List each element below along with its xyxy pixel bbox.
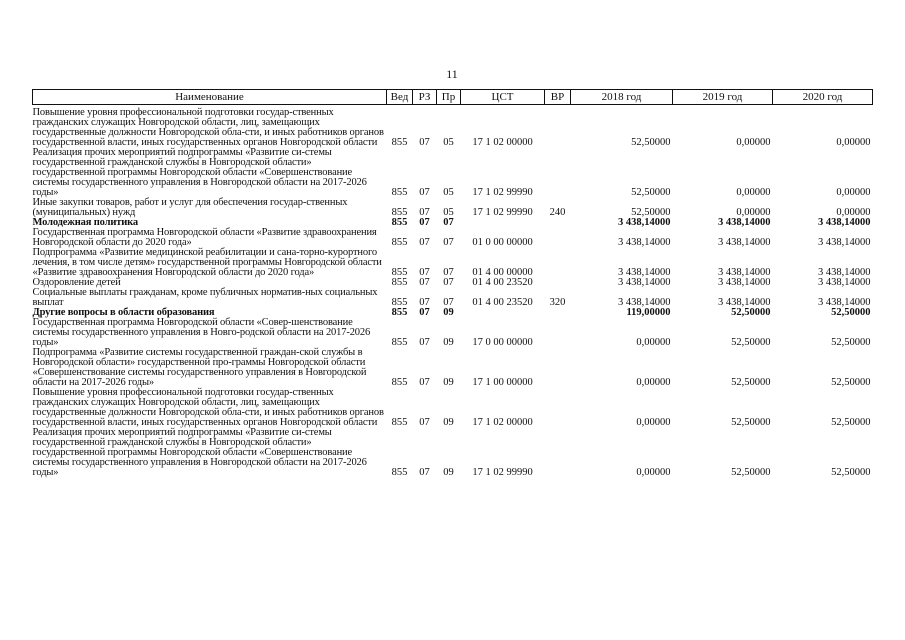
row-cst: 01 0 00 00000 bbox=[472, 237, 533, 248]
table-row bbox=[33, 318, 873, 348]
row-rz: 07 bbox=[419, 307, 430, 318]
row-name: Реализация прочих мероприятий подпрограммы «Развитие си-стемы государственной гражданской службы в Новгородской области» государственной программы Новгородской области «Совершенствование системы государственного управления в Новгородской области на 2017-2026 годы» bbox=[32, 147, 367, 198]
row-pr: 09 bbox=[443, 377, 454, 388]
row-name: Повышение уровня профессиональной подготовки государ-ственных гражданских служащих Новгородской области, лиц, замещающих государственные должности Новгородской обла-сти, и иных работников органов государственной власти, иных государственных органов Новгородской области bbox=[32, 107, 384, 148]
row-ved: 855 bbox=[391, 207, 408, 218]
row-vr bbox=[545, 278, 571, 288]
row-cst: 01 4 00 00000 bbox=[472, 267, 533, 278]
page-number: 11 bbox=[446, 67, 458, 81]
row-value-2020: 52,50000 bbox=[831, 417, 871, 428]
row-ved: 855 bbox=[391, 277, 408, 288]
row-cst: 17 1 02 99990 bbox=[472, 467, 533, 478]
row-value-2020: 52,50000 bbox=[831, 337, 871, 348]
table-row bbox=[33, 348, 873, 388]
row-value-2019: 52,50000 bbox=[731, 337, 771, 348]
row-rz: 07 bbox=[419, 337, 430, 348]
row-pr: 05 bbox=[443, 137, 454, 148]
row-pr: 07 bbox=[443, 267, 454, 278]
header-cst: ЦСТ bbox=[461, 90, 545, 105]
row-vr bbox=[545, 318, 571, 348]
budget-table bbox=[32, 89, 873, 478]
row-value-2018: 0,00000 bbox=[636, 467, 671, 478]
row-ved: 855 bbox=[391, 237, 408, 248]
row-value-2020: 0,00000 bbox=[836, 187, 871, 198]
row-name: Реализация прочих мероприятий подпрограммы «Развитие си-стемы государственной гражданской службы в Новгородской области» государственной программы Новгородской области «Совершенствование системы государственного управления в Новгородской области на 2017-2026 годы» bbox=[32, 427, 367, 478]
header-year-2020: 2020 год bbox=[773, 90, 873, 105]
row-ved: 855 bbox=[391, 307, 408, 318]
row-name: Оздоровление детей bbox=[32, 277, 121, 288]
row-rz: 07 bbox=[419, 277, 430, 288]
row-vr: 320 bbox=[549, 297, 566, 308]
row-rz: 07 bbox=[419, 207, 430, 218]
row-name: Государственная программа Новгородской области «Совер-шенствование системы государственного управления в Новго-родской области на 2017-2026 годы» bbox=[32, 317, 371, 348]
row-value-2019: 3 438,14000 bbox=[718, 297, 771, 308]
row-ved: 855 bbox=[391, 377, 408, 388]
row-vr bbox=[545, 148, 571, 198]
row-value-2020: 0,00000 bbox=[836, 207, 871, 218]
row-pr: 07 bbox=[443, 297, 454, 308]
row-name: Подпрограмма «Развитие системы государственной граждан-ской службы в Новгородской области» государственной про-граммы Новгородской области «Совершенствование системы государственного управления в Новгородской области на 2017-2026 годы» bbox=[32, 347, 367, 388]
row-pr: 09 bbox=[443, 307, 454, 318]
row-name: Молодежная политика bbox=[32, 217, 139, 228]
row-ved: 855 bbox=[391, 297, 408, 308]
row-vr: 240 bbox=[549, 207, 566, 218]
row-vr bbox=[545, 248, 571, 278]
row-value-2020: 3 438,14000 bbox=[818, 217, 871, 228]
row-name: Другие вопросы в области образования bbox=[32, 307, 215, 318]
table-row bbox=[33, 228, 873, 248]
row-value-2018: 119,00000 bbox=[626, 307, 671, 318]
row-vr bbox=[545, 105, 571, 149]
row-value-2020: 3 438,14000 bbox=[818, 297, 871, 308]
row-value-2020: 3 438,14000 bbox=[818, 237, 871, 248]
row-cst: 01 4 00 23520 bbox=[472, 277, 533, 288]
row-cst: 17 1 02 00000 bbox=[472, 137, 533, 148]
row-value-2018: 52,50000 bbox=[631, 137, 671, 148]
row-value-2018: 3 438,14000 bbox=[618, 297, 671, 308]
row-pr: 05 bbox=[443, 187, 454, 198]
row-vr bbox=[545, 348, 571, 388]
row-value-2019: 3 438,14000 bbox=[718, 217, 771, 228]
header-rz: РЗ bbox=[413, 90, 437, 105]
row-pr: 09 bbox=[443, 417, 454, 428]
row-value-2018: 3 438,14000 bbox=[618, 237, 671, 248]
row-vr bbox=[545, 428, 571, 478]
row-value-2018: 52,50000 bbox=[631, 187, 671, 198]
row-pr: 07 bbox=[443, 237, 454, 248]
row-ved: 855 bbox=[391, 417, 408, 428]
row-pr: 09 bbox=[443, 337, 454, 348]
row-cst: 17 1 02 99990 bbox=[472, 207, 533, 218]
row-cst: 17 1 02 99990 bbox=[472, 187, 533, 198]
row-value-2018: 3 438,14000 bbox=[618, 217, 671, 228]
row-value-2019: 52,50000 bbox=[731, 307, 771, 318]
table-row bbox=[33, 198, 873, 218]
header-pr: Пр bbox=[437, 90, 461, 105]
header-year-2018: 2018 год bbox=[571, 90, 673, 105]
row-value-2020: 52,50000 bbox=[831, 377, 871, 388]
row-ved: 855 bbox=[391, 267, 408, 278]
row-value-2019: 0,00000 bbox=[736, 207, 771, 218]
row-value-2019: 0,00000 bbox=[736, 187, 771, 198]
table-row bbox=[33, 248, 873, 278]
row-value-2020: 3 438,14000 bbox=[818, 267, 871, 278]
row-rz: 07 bbox=[419, 297, 430, 308]
table-row bbox=[33, 288, 873, 308]
header-vr: ВР bbox=[545, 90, 571, 105]
table-row bbox=[33, 148, 873, 198]
row-rz: 07 bbox=[419, 267, 430, 278]
header-year-2019: 2019 год bbox=[673, 90, 773, 105]
row-name: Подпрограмма «Развитие медицинской реабилитации и сана-торно-курортного лечения, в том числе детям» государственной программы Новгородской области «Развитие здравоохранения Новгородской области до 2020 года» bbox=[32, 247, 382, 278]
row-value-2019: 0,00000 bbox=[736, 137, 771, 148]
row-cst: 17 0 00 00000 bbox=[472, 337, 533, 348]
row-cst bbox=[461, 308, 545, 318]
row-value-2020: 3 438,14000 bbox=[818, 277, 871, 288]
row-value-2018: 52,50000 bbox=[631, 207, 671, 218]
row-vr bbox=[545, 228, 571, 248]
row-value-2018: 0,00000 bbox=[636, 377, 671, 388]
row-pr: 07 bbox=[443, 217, 454, 228]
row-value-2019: 3 438,14000 bbox=[718, 237, 771, 248]
row-rz: 07 bbox=[419, 417, 430, 428]
row-vr bbox=[545, 218, 571, 228]
row-value-2018: 0,00000 bbox=[636, 417, 671, 428]
row-pr: 07 bbox=[443, 277, 454, 288]
table-row bbox=[33, 105, 873, 149]
row-value-2019: 52,50000 bbox=[731, 377, 771, 388]
row-rz: 07 bbox=[419, 237, 430, 248]
row-value-2019: 52,50000 bbox=[731, 467, 771, 478]
table-row bbox=[33, 428, 873, 478]
row-rz: 07 bbox=[419, 187, 430, 198]
row-name: Государственная программа Новгородской области «Развитие здравоохранения Новгородской области до 2020 года» bbox=[32, 227, 377, 248]
row-pr: 09 bbox=[443, 467, 454, 478]
row-pr: 05 bbox=[443, 207, 454, 218]
row-value-2020: 0,00000 bbox=[836, 137, 871, 148]
row-rz: 07 bbox=[419, 467, 430, 478]
row-value-2018: 3 438,14000 bbox=[618, 277, 671, 288]
row-value-2020: 52,50000 bbox=[831, 307, 871, 318]
table-header-row bbox=[33, 90, 873, 105]
header-name: Наименование bbox=[33, 90, 387, 105]
row-rz: 07 bbox=[419, 377, 430, 388]
row-cst bbox=[461, 218, 545, 228]
row-ved: 855 bbox=[391, 187, 408, 198]
row-rz: 07 bbox=[419, 217, 430, 228]
row-ved: 855 bbox=[391, 217, 408, 228]
header-ved: Вед bbox=[387, 90, 413, 105]
row-name: Иные закупки товаров, работ и услуг для обеспечения государ-ственных (муниципальных) нужд bbox=[32, 197, 348, 218]
table-row bbox=[33, 388, 873, 428]
row-ved: 855 bbox=[391, 467, 408, 478]
row-ved: 855 bbox=[391, 337, 408, 348]
row-value-2018: 3 438,14000 bbox=[618, 267, 671, 278]
row-cst: 01 4 00 23520 bbox=[472, 297, 533, 308]
row-cst: 17 1 02 00000 bbox=[472, 417, 533, 428]
row-vr bbox=[545, 308, 571, 318]
row-value-2019: 52,50000 bbox=[731, 417, 771, 428]
row-rz: 07 bbox=[419, 137, 430, 148]
row-ved: 855 bbox=[391, 137, 408, 148]
row-name: Повышение уровня профессиональной подготовки государ-ственных гражданских служащих Новгородской области, лиц, замещающих государственные должности Новгородской обла-сти, и иных работников органов государственной власти, иных государственных органов Новгородской области bbox=[32, 387, 384, 428]
row-value-2018: 0,00000 bbox=[636, 337, 671, 348]
row-name: Социальные выплаты гражданам, кроме публичных норматив-ных социальных выплат bbox=[32, 287, 378, 308]
row-cst: 17 1 00 00000 bbox=[472, 377, 533, 388]
row-vr bbox=[545, 388, 571, 428]
row-value-2020: 52,50000 bbox=[831, 467, 871, 478]
row-value-2019: 3 438,14000 bbox=[718, 267, 771, 278]
row-value-2019: 3 438,14000 bbox=[718, 277, 771, 288]
